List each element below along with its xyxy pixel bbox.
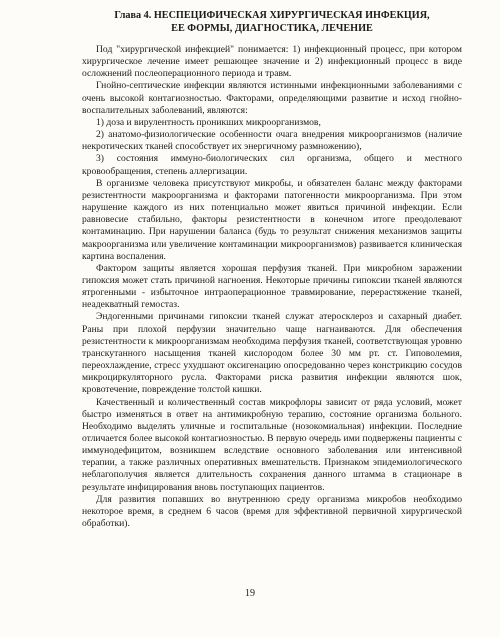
- chapter-title-line-1: Глава 4. НЕСПЕЦИФИЧЕСКАЯ ХИРУРГИЧЕСКАЯ ИНФЕКЦИЯ,: [114, 10, 430, 21]
- chapter-title-line-2: ЕЕ ФОРМЫ, ДИАГНОСТИКА, ЛЕЧЕНИЕ: [171, 22, 373, 34]
- list-item-immunity: 3) состояния иммуно-биологических сил организма, общего и местного кровообращения, степень аллергизации.: [82, 153, 462, 177]
- paragraph-balance: В организме человека присутствуют микробы, и обязателен баланс между факторами резистентности макроорганизма и факторами патогенности микроорганизма. При этом нарушение каждого из них потенциально может явиться причиной инфекции. Если равновесие стабильно, факторы резистентности в конечном итоге преодолевают контаминацию. При нарушении баланса (будь то результат снижения механизмов защиты макроорганизма или увеличение контаминации микроорганизмов) развивается клиническая картина воспаления.: [82, 177, 462, 262]
- chapter-title: [82, 10, 462, 35]
- paragraph-definition: Под "хирургической инфекцией" понимается: 1) инфекционный процесс, при котором хирургическое лечение имеет решающее значение и 2) инфекционный процесс в виде осложнений послеоперационного периода и травм.: [82, 44, 462, 80]
- paragraph-endogenous: Эндогенными причинами гипоксии тканей служат атеросклероз и сахарный диабет. Раны при плохой перфузии значительно чаще нагнаиваются. Для обеспечения резистентности к микроорганизмам необходима перфузия тканей, соответствующая уровню транскутанного насыщения тканей кислородом более 30 мм рт. ст. Гиповолемия, переохлаждение, стресс ухудшают оксигенацию опосредованно через констрикцию сосудов микроциркуляторного русла. Факторами риска развития инфекции являются шок, кровотечение, повреждение толстой кишки.: [82, 311, 462, 396]
- list-item-dose: 1) доза и вирулентность проникших микроорганизмов,: [96, 116, 321, 128]
- paragraph-perfusion: Фактором защиты является хорошая перфузия тканей. При микробном заражении гипоксия может стать причиной нагноения. Некоторые причины гипоксии тканей являются ятрогенными - избыточное интраоперационное травмирование, перерастяжение тканей, неадекватный гемостаз.: [82, 262, 462, 311]
- paragraph-incubation: Для развития попавших во внутреннюю среду организма микробов необходимо некоторое время, в среднем 6 часов (время для эффективной первичной хирургической обработки).: [82, 493, 462, 530]
- body-text: [82, 44, 462, 530]
- page-number: 19: [245, 588, 255, 599]
- paragraph-microflora: Качественный и количественный состав микрофлоры зависит от ряда условий, может быстро изменяться в ответ на антимикробную терапию, состояние организма больного. Необходимо выделять уличные и госпитальные (нозокомиальная) инфекции. Последние отличается более высокой контагиозностью. В первую очередь ими подвержены пациенты с иммунодефицитом, возникшем вследствие основного заболевания или интенсивной терапии, а также различных оперативных вмешательств. Признаком эпидемиологического неблагополучия является длительность сохранения данного штамма в стационаре в результате инфицирования вновь поступающих пациентов.: [82, 396, 462, 493]
- list-item-anatomy: 2) анатомо-физиологические особенности очага внедрения микроорганизмов (наличие некротических тканей способствует их энергичному размножению),: [82, 129, 462, 153]
- paragraph-septic-infections: Гнойно-септические инфекции являются истинными инфекционными заболеваниями с очень высокой контагиозностью. Факторами, определяющими развитие и исход гнойно-воспалительных заболеваний, являются:: [82, 80, 462, 116]
